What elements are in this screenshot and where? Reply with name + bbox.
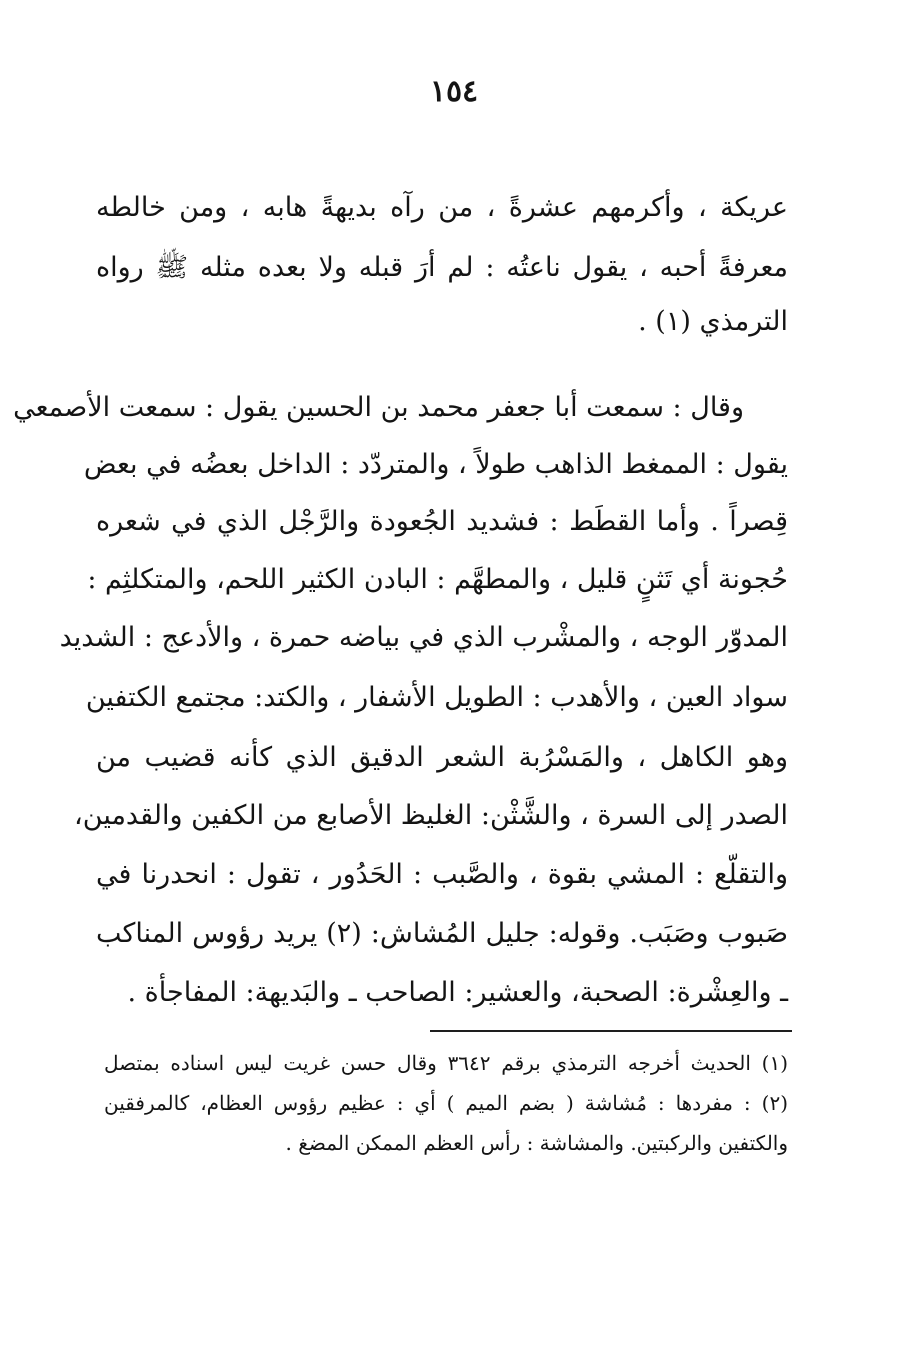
body-line: صَبوب وصَبَب. وقوله: جليل المُشاش: (٢) يريد رؤوس المناكب [96,918,788,949]
footnote-line: والكتفين والركبتين. والمشاشة : رأس العظم الممكن المضغ . [285,1131,788,1155]
body-line: المدوّر الوجه ، والمشْرب الذي في بياضه حمرة ، والأدعج : الشديد [59,622,788,653]
body-line: يقول : الممغط الذاهب طولاً ، والمتردّد : الداخل بعضُه في بعض [83,449,788,480]
body-line: وهو الكاهل ، والمَسْرُبة الشعر الدقيق الذي كأنه قضيب من [96,742,788,773]
body-line: حُجونة أي تَثنٍ قليل ، والمطهَّم : البادن الكثير اللحم، والمتكلثِم : [87,564,788,595]
footnote-line: (٢) : مفردها : مُشاشة ( بضم الميم ) أي : عظيم رؤوس العظام، كالمرفقين [104,1091,788,1115]
body-line: معرفةً أحبه ، يقول ناعتُه : لم أرَ قبله ولا بعده مثله ﷺ رواه [96,252,788,283]
body-line: الصدر إلى السرة ، والشَّثْن: الغليظ الأصابع من الكفين والقدمين، [74,800,788,831]
body-line: قِصراً . وأما القطَط : فشديد الجُعودة والرَّجْل الذي في شعره [96,506,788,537]
body-line: سواد العين ، والأهدب : الطويل الأشفار ، والكتد: مجتمع الكتفين [85,682,788,713]
body-line: الترمذي (١) . [638,306,788,337]
body-line: والتقلّع : المشي بقوة ، والصَّبب : الحَدُور ، تقول : انحدرنا في [96,859,788,890]
page-number: ١٥٤ [429,74,479,109]
body-line: ـ والعِشْرة: الصحبة، والعشير: الصاحب ـ والبَديهة: المفاجأة . [127,977,788,1008]
body-line: عريكة ، وأكرمهم عشرةً ، من رآه بديهةً هابه ، ومن خالطه [96,192,788,223]
footnote-line: (١) الحديث أخرجه الترمذي برقم ٣٦٤٢ وقال حسن غريت ليس اسناده بمتصل [104,1051,788,1075]
body-line-paragraph-start: وقال : سمعت أبا جعفر محمد بن الحسين يقول : سمعت الأصمعي [13,392,744,423]
footnote-separator [430,1030,792,1032]
